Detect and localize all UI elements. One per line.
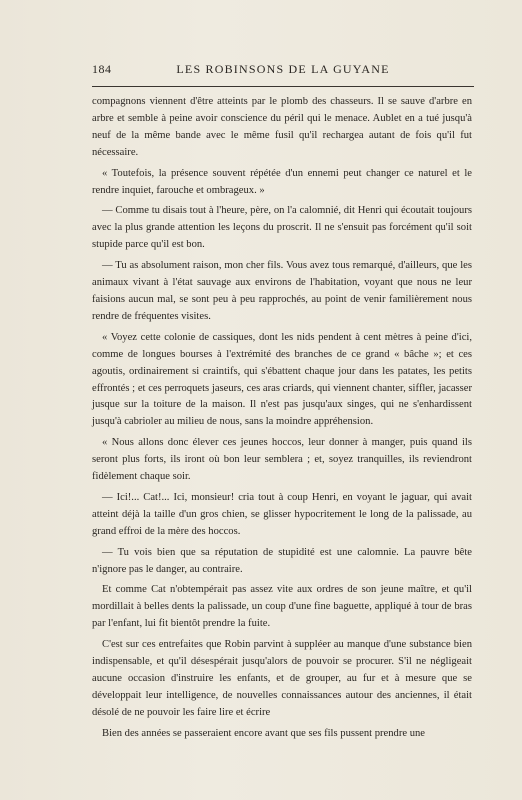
page-header [92,62,474,82]
paragraph: — Tu as absolument raison, mon cher fils. Vous avez tous remarqué, d'ailleurs, que les animaux vivant à l'état sauvage aux environs de l'habitation, voyant que nous ne leur faisions aucun mal, se sont peu à peu rapprochés, au point de venir familièrement nous rendre de fréquentes visites. [92,260,472,322]
paragraph: Bien des années se passeraient encore avant que ses fils pussent prendre une [102,727,425,739]
paragraph: « Voyez cette colonie de cassiques, dont les nids pendent à cent mètres à peine d'ici, comme de longues bourses à l'extrémité des branches de ce grand « bâche »; et ces agoutis, ordinairement si craintifs, qui s'ébattent chaque jour dans les patates, les petits effrontés ; et ces perroquets jaseurs, ces aras criards, qui viennent chanter, siffler, jacasser jusque sur la toiture de la maison. Il n'est pas jusqu'aux singes, qui ne s'enhardissent jusqu'à cabrioler au milieu de nous, sans la moindre appréhension. [92,331,472,428]
paragraph: — Tu vois bien que sa réputation de stupidité est une calomnie. La pauvre bête n'ignore pas le danger, au contraire. [92,546,472,575]
paragraph: « Nous allons donc élever ces jeunes hoccos, leur donner à manger, puis quand ils seront plus forts, ils iront où bon leur semblera ; et, soyez tranquilles, ils reviendront fidèlement chaque soir. [92,437,472,483]
paragraph: C'est sur ces entrefaites que Robin parvint à suppléer au manque d'une substance bien indispensable, et qu'il désespérait jusqu'alors de pouvoir se procurer. S'il ne négligeait aucune occasion d'instruire les enfants, et de grouper, au fur et à mesure que se développait leur intelligence, de nouvelles connaissances autour des anciennes, il était désolé de ne pouvoir les faire lire et écrire [92,639,472,718]
paragraph: Et comme Cat n'obtempérait pas assez vite aux ordres de son jeune maître, et qu'il mordillait à belles dents la palissade, un coup d'une fine baguette, appliqué à tour de bras par l'enfant, lui fit bientôt prendre la fuite. [92,584,472,630]
paragraph: — Ici!... Cat!... Ici, monsieur! cria tout à coup Henri, en voyant le jaguar, qui avait atteint déjà la taille d'un gros chien, se glisser hypocritement le long de la palissade, au grand effroi de la mère des hoccos. [92,491,472,537]
paragraph: compagnons viennent d'être atteints par le plomb des chasseurs. Il se sauve d'arbre en arbre et semble à peine avoir conscience du péril qui le menace. Aublet en a tué jusqu'à neuf de la même bande avec le même fusil qu'il rechargea autant de fois qu'il fut nécessaire. [92,96,472,158]
page-number: 184 [92,62,112,76]
body-text [92,94,472,747]
paragraph: — Comme tu disais tout à l'heure, père, on l'a calomnié, dit Henri qui écoutait toujours avec la plus grande attention les leçons du proscrit. Il ne s'ensuit pas forcément qu'il soit stupide parce qu'il est bon. [92,205,472,251]
running-title: LES ROBINSONS DE LA GUYANE [176,62,390,76]
paragraph: « Toutefois, la présence souvent répétée d'un ennemi peut changer ce naturel et le rendre inquiet, farouche et ombrageux. » [92,167,472,196]
header-rule [92,86,474,87]
